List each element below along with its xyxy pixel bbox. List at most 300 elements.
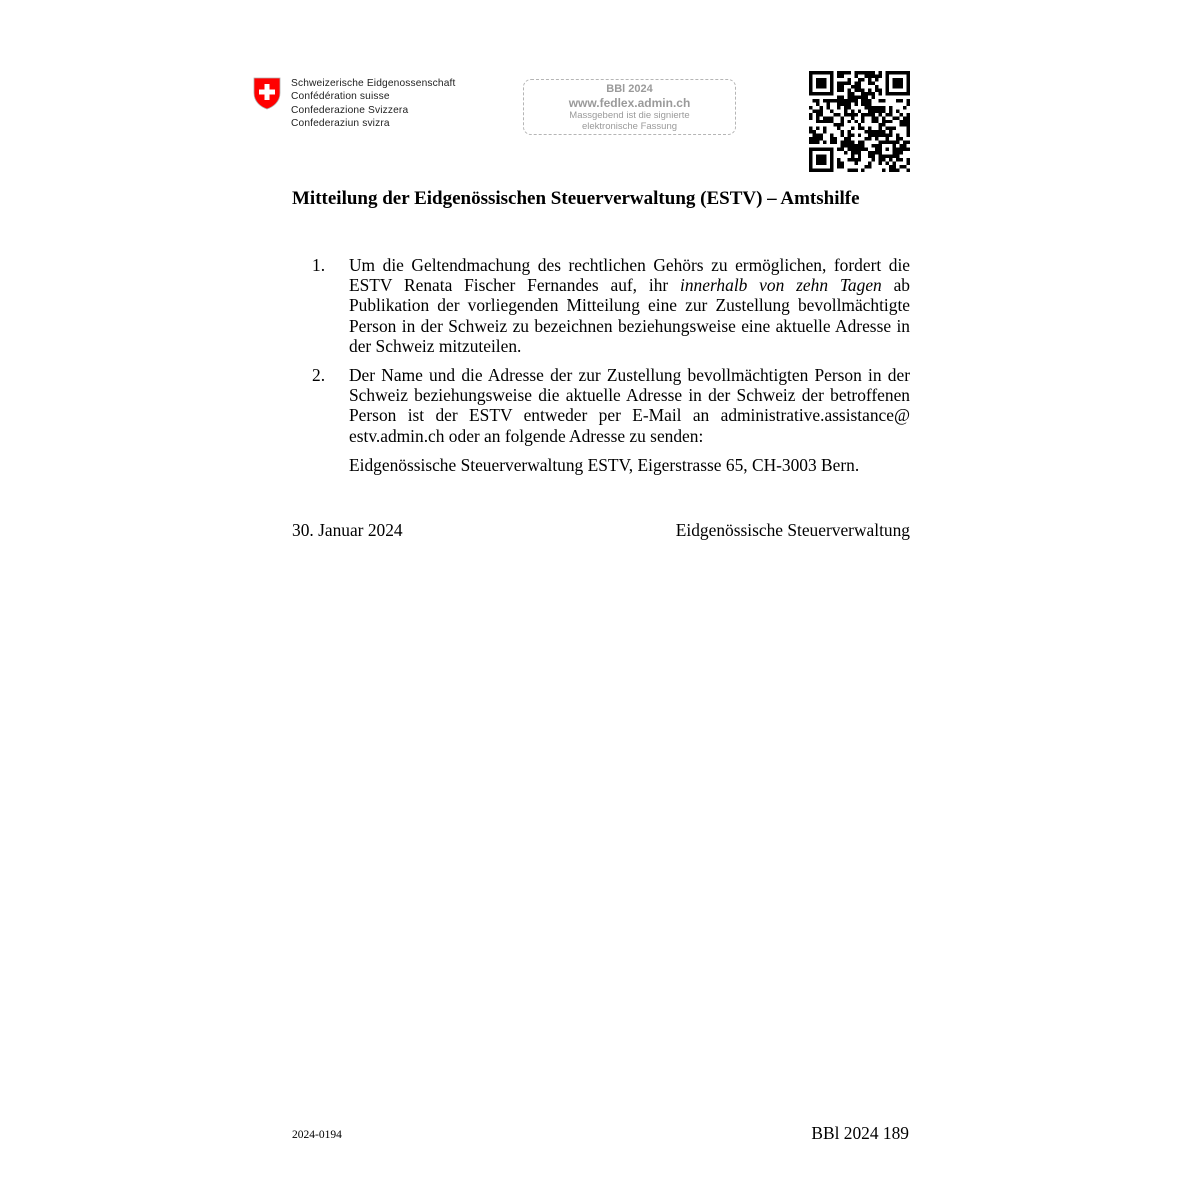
- qr-module: [886, 74, 889, 77]
- qr-module: [830, 141, 833, 144]
- qr-module: [872, 95, 875, 98]
- stamp-bbl: BBl 2024: [606, 83, 653, 95]
- document-date: 30. Januar 2024: [292, 520, 403, 540]
- qr-module: [840, 74, 843, 77]
- qr-module: [837, 148, 840, 151]
- qr-module: [872, 81, 875, 84]
- qr-module: [886, 113, 889, 116]
- qr-module: [861, 78, 864, 81]
- qr-module: [907, 74, 910, 77]
- qr-module: [903, 148, 906, 151]
- qr-module: [882, 106, 885, 109]
- qr-module: [830, 120, 833, 123]
- publication-stamp: [523, 79, 736, 135]
- qr-module: [896, 151, 899, 154]
- swiss-coat-of-arms-icon: [253, 77, 281, 110]
- qr-module: [861, 88, 864, 91]
- qr-module: [903, 141, 906, 144]
- qr-module: [858, 109, 861, 112]
- qr-module: [816, 141, 819, 144]
- qr-module: [809, 74, 812, 77]
- qr-module: [900, 71, 903, 74]
- stamp-note-2: elektronische Fassung: [581, 121, 678, 132]
- qr-module: [851, 109, 854, 112]
- qr-module: [868, 78, 871, 81]
- qr-module: [854, 113, 857, 116]
- list-item-emphasis: innerhalb von zehn Tagen: [680, 275, 882, 296]
- qr-module: [854, 102, 857, 105]
- qr-module: [882, 109, 885, 112]
- qr-module: [851, 155, 854, 158]
- qr-module: [851, 169, 854, 172]
- qr-module: [907, 158, 910, 161]
- qr-module: [826, 169, 829, 172]
- qr-module: [861, 141, 864, 144]
- list-item-text-part: Um die Geltendmachung des rechtlichen Gehörs zu ermöglichen, fordert die ESTV Renata Fischer Fernandes auf, ihr: [349, 255, 910, 296]
- qr-module: [830, 92, 833, 95]
- qr-module: [830, 85, 833, 88]
- qr-module: [861, 113, 864, 116]
- qr-code-icon: [809, 71, 910, 172]
- qr-module: [854, 71, 857, 74]
- qr-module: [896, 137, 899, 140]
- qr-module: [875, 78, 878, 81]
- qr-module: [812, 130, 815, 133]
- qr-module: [840, 116, 843, 119]
- qr-module: [851, 95, 854, 98]
- qr-module: [819, 148, 822, 151]
- qr-module: [889, 109, 892, 112]
- confederation-names: [291, 77, 456, 131]
- qr-module: [858, 88, 861, 91]
- qr-module: [819, 158, 822, 161]
- qr-module: [847, 81, 850, 84]
- qr-module: [840, 144, 843, 147]
- qr-module: [858, 127, 861, 130]
- qr-module: [872, 144, 875, 147]
- qr-module: [896, 71, 899, 74]
- qr-module: [840, 95, 843, 98]
- qr-module: [830, 148, 833, 151]
- qr-module: [826, 99, 829, 102]
- qr-module: [886, 137, 889, 140]
- qr-module: [865, 106, 868, 109]
- qr-module: [812, 148, 815, 151]
- qr-module: [837, 85, 840, 88]
- qr-module: [875, 137, 878, 140]
- qr-module: [893, 92, 896, 95]
- qr-module: [907, 130, 910, 133]
- qr-module: [833, 99, 836, 102]
- qr-module: [865, 71, 868, 74]
- qr-module: [854, 88, 857, 91]
- qr-module: [868, 106, 871, 109]
- qr-module: [907, 134, 910, 137]
- qr-module: [889, 141, 892, 144]
- stamp-url: www.fedlex.admin.ch: [568, 96, 691, 110]
- qr-module: [809, 148, 812, 151]
- qr-module: [868, 165, 871, 168]
- qr-module: [809, 141, 812, 144]
- qr-module: [879, 151, 882, 154]
- qr-module: [837, 74, 840, 77]
- qr-module: [858, 155, 861, 158]
- qr-module: [840, 102, 843, 105]
- qr-module: [893, 144, 896, 147]
- qr-module: [896, 158, 899, 161]
- qr-module: [858, 85, 861, 88]
- qr-module: [819, 169, 822, 172]
- qr-module: [907, 123, 910, 126]
- qr-module: [840, 120, 843, 123]
- qr-module: [819, 155, 822, 158]
- qr-module: [889, 169, 892, 172]
- qr-module: [886, 81, 889, 84]
- qr-module: [879, 134, 882, 137]
- qr-module: [816, 169, 819, 172]
- qr-module: [889, 155, 892, 158]
- qr-module: [872, 71, 875, 74]
- qr-module: [816, 102, 819, 105]
- qr-module: [854, 81, 857, 84]
- qr-module: [861, 102, 864, 105]
- qr-module: [858, 78, 861, 81]
- qr-module: [854, 158, 857, 161]
- qr-module: [896, 81, 899, 84]
- qr-module: [868, 127, 871, 130]
- document-title: Mitteilung der Eidgenössischen Steuerverwaltung (ESTV) – Amtshilfe: [292, 188, 860, 209]
- qr-module: [868, 74, 871, 77]
- qr-module: [882, 141, 885, 144]
- qr-module: [816, 78, 819, 81]
- qr-module: [809, 85, 812, 88]
- qr-module: [837, 88, 840, 91]
- qr-module: [872, 109, 875, 112]
- qr-module: [837, 102, 840, 105]
- qr-module: [819, 81, 822, 84]
- qr-module: [816, 155, 819, 158]
- qr-module: [809, 127, 812, 130]
- qr-module: [907, 148, 910, 151]
- qr-module: [872, 74, 875, 77]
- qr-module: [865, 74, 868, 77]
- qr-module: [833, 137, 836, 140]
- qr-module: [837, 106, 840, 109]
- qr-module: [865, 95, 868, 98]
- qr-module: [868, 130, 871, 133]
- qr-module: [809, 106, 812, 109]
- qr-module: [879, 113, 882, 116]
- qr-module: [886, 71, 889, 74]
- qr-module: [840, 85, 843, 88]
- qr-module: [882, 116, 885, 119]
- qr-module: [900, 120, 903, 123]
- qr-module: [893, 127, 896, 130]
- qr-module: [893, 78, 896, 81]
- qr-module: [819, 113, 822, 116]
- qr-module: [879, 74, 882, 77]
- qr-module: [896, 141, 899, 144]
- qr-module: [819, 109, 822, 112]
- qr-module: [847, 141, 850, 144]
- qr-module: [819, 134, 822, 137]
- qr-module: [861, 92, 864, 95]
- qr-module: [907, 116, 910, 119]
- qr-module: [826, 102, 829, 105]
- qr-module: [889, 92, 892, 95]
- qr-module: [851, 99, 854, 102]
- qr-module: [868, 88, 871, 91]
- qr-module: [886, 141, 889, 144]
- qr-module: [809, 151, 812, 154]
- qr-module: [889, 113, 892, 116]
- qr-module: [872, 116, 875, 119]
- qr-module: [809, 88, 812, 91]
- qr-module: [847, 78, 850, 81]
- qr-module: [830, 81, 833, 84]
- qr-module: [879, 109, 882, 112]
- qr-module: [861, 144, 864, 147]
- qr-module: [886, 127, 889, 130]
- qr-module: [879, 162, 882, 165]
- qr-module: [837, 158, 840, 161]
- qr-module: [900, 144, 903, 147]
- list-item: [292, 255, 910, 356]
- qr-module: [900, 151, 903, 154]
- qr-module: [889, 127, 892, 130]
- qr-module: [903, 120, 906, 123]
- qr-module: [809, 165, 812, 168]
- list-item-text: Der Name und die Adresse der zur Zustellung bevollmächtigten Person in der Schweiz beziehungsweise die aktuelle Adresse in der Schweiz der betroffenen Person ist der ESTV entweder per E-Mail an administrative.assistance@ estv.admin.ch oder an folgende Adresse zu senden:: [349, 365, 910, 446]
- qr-module: [868, 162, 871, 165]
- qr-module: [858, 95, 861, 98]
- qr-module: [844, 144, 847, 147]
- qr-module: [844, 81, 847, 84]
- bbl-reference: BBl 2024 189: [811, 1123, 909, 1143]
- qr-module: [826, 71, 829, 74]
- qr-module: [830, 169, 833, 172]
- qr-module: [844, 106, 847, 109]
- qr-module: [830, 134, 833, 137]
- qr-module: [889, 134, 892, 137]
- qr-module: [886, 155, 889, 158]
- qr-module: [896, 134, 899, 137]
- qr-module: [900, 85, 903, 88]
- qr-module: [819, 85, 822, 88]
- qr-module: [809, 130, 812, 133]
- qr-module: [830, 109, 833, 112]
- qr-module: [840, 81, 843, 84]
- qr-module: [858, 134, 861, 137]
- qr-module: [854, 162, 857, 165]
- qr-module: [826, 116, 829, 119]
- qr-module: [854, 169, 857, 172]
- qr-module: [875, 151, 878, 154]
- qr-module: [816, 134, 819, 137]
- qr-module: [826, 106, 829, 109]
- qr-module: [847, 106, 850, 109]
- qr-module: [879, 88, 882, 91]
- qr-module: [851, 144, 854, 147]
- qr-module: [840, 141, 843, 144]
- qr-module: [861, 120, 864, 123]
- qr-module: [903, 71, 906, 74]
- qr-module: [858, 71, 861, 74]
- qr-module: [851, 127, 854, 130]
- qr-module: [893, 81, 896, 84]
- qr-module: [816, 137, 819, 140]
- qr-module: [816, 109, 819, 112]
- qr-module: [865, 165, 868, 168]
- qr-module: [830, 78, 833, 81]
- qr-module: [847, 169, 850, 172]
- qr-module: [809, 113, 812, 116]
- qr-module: [844, 99, 847, 102]
- qr-module: [868, 113, 871, 116]
- qr-module: [907, 81, 910, 84]
- qr-module: [875, 88, 878, 91]
- qr-module: [847, 95, 850, 98]
- qr-module: [886, 148, 889, 151]
- qr-module: [907, 78, 910, 81]
- qr-module: [837, 113, 840, 116]
- qr-module: [854, 151, 857, 154]
- qr-module: [819, 106, 822, 109]
- qr-module: [861, 95, 864, 98]
- qr-module: [816, 113, 819, 116]
- confederation-name-de: Schweizerische Eidgenossenschaft: [291, 78, 456, 89]
- qr-module: [879, 130, 882, 133]
- qr-module: [851, 113, 854, 116]
- qr-module: [854, 95, 857, 98]
- qr-module: [847, 88, 850, 91]
- qr-module: [826, 120, 829, 123]
- qr-module: [907, 99, 910, 102]
- qr-module: [816, 120, 819, 123]
- qr-module: [851, 85, 854, 88]
- qr-module: [896, 116, 899, 119]
- qr-module: [875, 144, 878, 147]
- list-item-text: [349, 255, 910, 356]
- qr-module: [812, 71, 815, 74]
- qr-module: [861, 148, 864, 151]
- qr-module: [893, 71, 896, 74]
- qr-module: [900, 92, 903, 95]
- qr-module: [872, 106, 875, 109]
- qr-module: [893, 169, 896, 172]
- qr-module: [903, 106, 906, 109]
- qr-module: [837, 165, 840, 168]
- qr-module: [823, 155, 826, 158]
- qr-module: [830, 151, 833, 154]
- qr-module: [868, 99, 871, 102]
- qr-module: [847, 120, 850, 123]
- qr-module: [882, 134, 885, 137]
- qr-module: [879, 71, 882, 74]
- qr-module: [872, 151, 875, 154]
- qr-module: [879, 127, 882, 130]
- qr-module: [837, 127, 840, 130]
- qr-module: [812, 99, 815, 102]
- qr-module: [830, 158, 833, 161]
- qr-module: [823, 127, 826, 130]
- qr-module: [868, 151, 871, 154]
- qr-module: [816, 71, 819, 74]
- qr-module: [903, 123, 906, 126]
- qr-module: [847, 99, 850, 102]
- qr-module: [819, 162, 822, 165]
- qr-module: [851, 158, 854, 161]
- qr-module: [837, 95, 840, 98]
- qr-module: [854, 144, 857, 147]
- qr-module: [865, 102, 868, 105]
- qr-module: [868, 102, 871, 105]
- qr-module: [840, 148, 843, 151]
- qr-module: [886, 78, 889, 81]
- qr-module: [833, 113, 836, 116]
- qr-module: [847, 71, 850, 74]
- qr-module: [840, 88, 843, 91]
- qr-module: [823, 99, 826, 102]
- qr-module: [868, 71, 871, 74]
- qr-module: [809, 78, 812, 81]
- qr-module: [889, 120, 892, 123]
- qr-module: [840, 71, 843, 74]
- qr-module: [886, 162, 889, 165]
- qr-module: [823, 92, 826, 95]
- qr-module: [896, 148, 899, 151]
- list-item: [292, 365, 910, 475]
- qr-module: [812, 137, 815, 140]
- qr-module: [851, 92, 854, 95]
- qr-module: [809, 158, 812, 161]
- qr-module: [861, 127, 864, 130]
- qr-module: [858, 148, 861, 151]
- qr-module: [837, 123, 840, 126]
- qr-module: [875, 74, 878, 77]
- qr-module: [854, 120, 857, 123]
- qr-module: [809, 92, 812, 95]
- qr-module: [816, 116, 819, 119]
- qr-module: [900, 123, 903, 126]
- qr-module: [893, 85, 896, 88]
- qr-module: [907, 169, 910, 172]
- qr-module: [837, 81, 840, 84]
- qr-module: [847, 134, 850, 137]
- qr-module: [896, 78, 899, 81]
- qr-module: [858, 81, 861, 84]
- qr-module: [882, 155, 885, 158]
- issuing-authority: Eidgenössische Steuerverwaltung: [675, 520, 910, 540]
- qr-module: [889, 130, 892, 133]
- qr-module: [861, 99, 864, 102]
- qr-module: [830, 165, 833, 168]
- qr-module: [826, 148, 829, 151]
- qr-module: [833, 123, 836, 126]
- qr-module: [858, 158, 861, 161]
- qr-module: [893, 162, 896, 165]
- qr-module: [816, 162, 819, 165]
- qr-module: [889, 158, 892, 161]
- qr-module: [840, 99, 843, 102]
- qr-module: [812, 134, 815, 137]
- qr-module: [826, 92, 829, 95]
- qr-module: [851, 116, 854, 119]
- qr-module: [823, 120, 826, 123]
- qr-module: [907, 92, 910, 95]
- qr-module: [858, 123, 861, 126]
- qr-module: [907, 85, 910, 88]
